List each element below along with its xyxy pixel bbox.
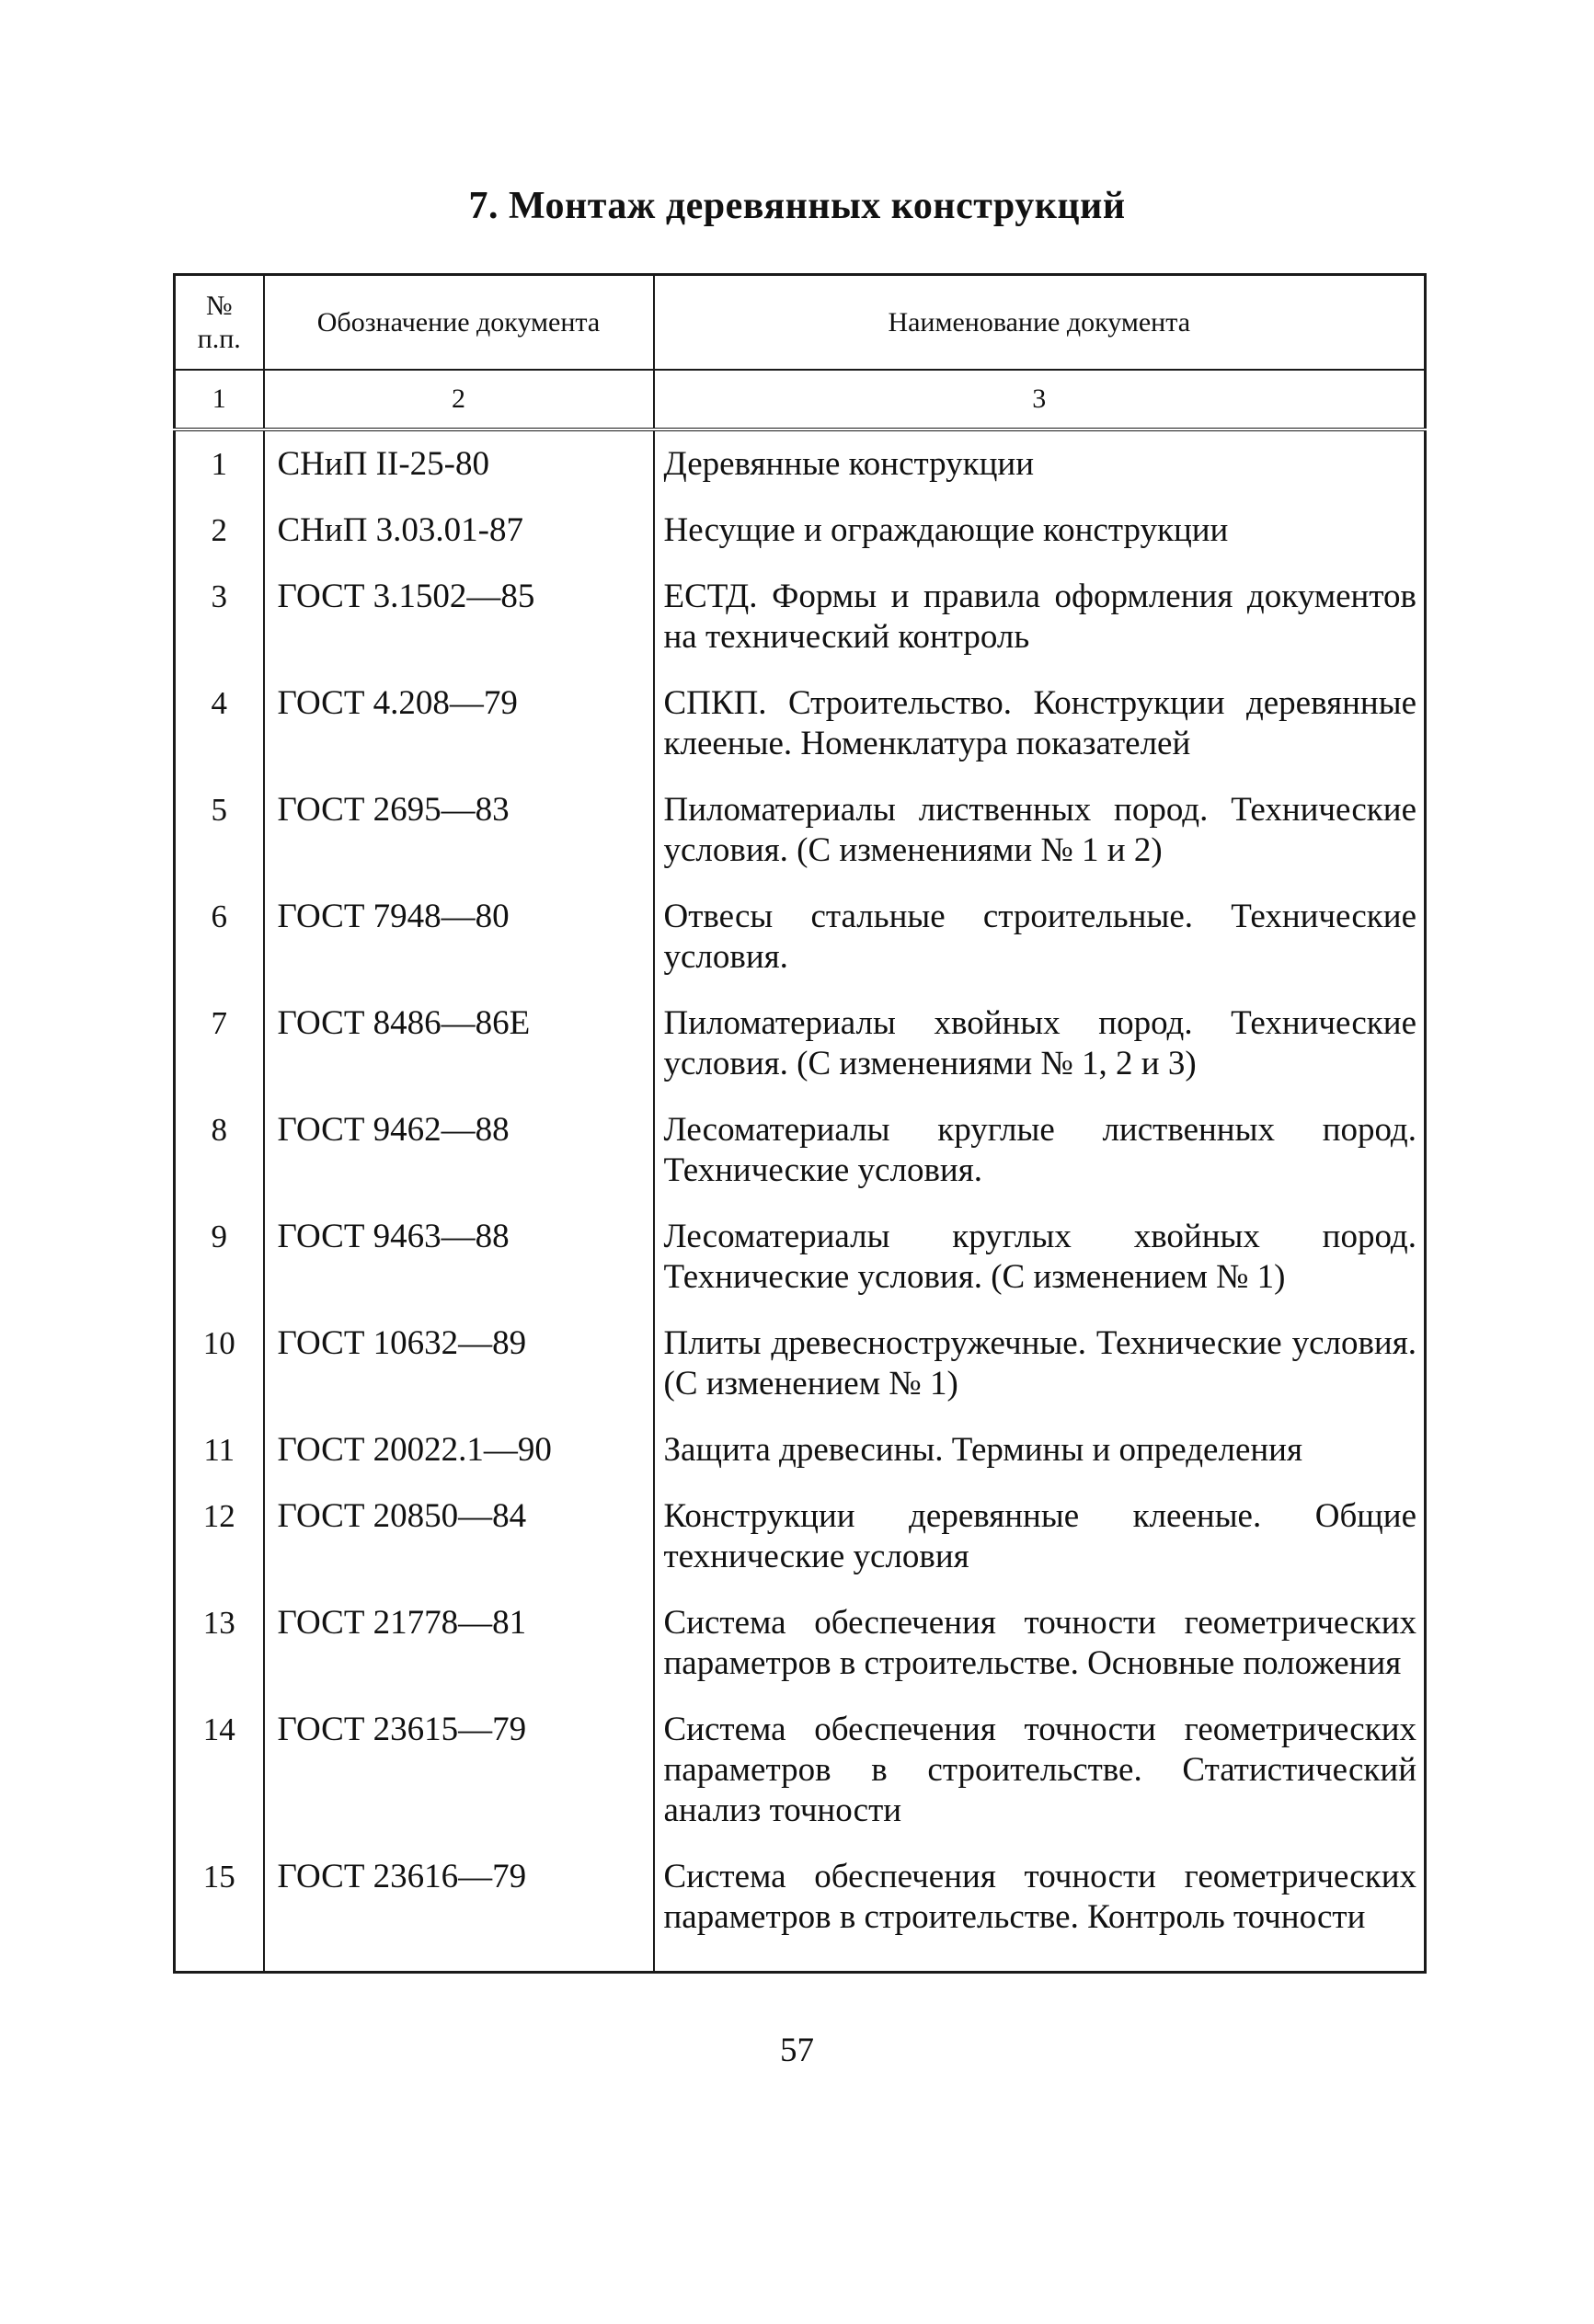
row-number: 14: [175, 1700, 264, 1848]
document-name: СПКП. Строительство. Конструкции деревянные клееные. Номенклатура показателей: [654, 674, 1426, 781]
document-name: Пиломатериалы лиственных пород. Технические условия. (С изменениями № 1 и 2): [654, 781, 1426, 887]
document-code: ГОСТ 20850—84: [264, 1487, 654, 1594]
document-name: Лесоматериалы круглых хвойных пород. Технические условия. (С изменением № 1): [654, 1208, 1426, 1314]
column-number: 1: [175, 370, 264, 429]
document-code: ГОСТ 23616—79: [264, 1848, 654, 1954]
header-item-number: № п.п.: [175, 275, 264, 371]
document-code: ГОСТ 23615—79: [264, 1700, 654, 1848]
table-row: [175, 887, 1426, 994]
document-name: Несущие и ограждающие конструкции: [654, 501, 1426, 567]
row-number: 7: [175, 994, 264, 1101]
document-code: ГОСТ 20022.1—90: [264, 1421, 654, 1487]
document-name: Система обеспечения точности геометрических параметров в строительстве. Основные положения: [654, 1594, 1426, 1700]
document-name: Конструкции деревянные клееные. Общие технические условия: [654, 1487, 1426, 1594]
document-code: ГОСТ 7948—80: [264, 887, 654, 994]
table-body: [175, 429, 1426, 1973]
document-code: ГОСТ 9463—88: [264, 1208, 654, 1314]
document-name: Система обеспечения точности геометрических параметров в строительстве. Контроль точности: [654, 1848, 1426, 1954]
row-number: 13: [175, 1594, 264, 1700]
document-code: ГОСТ 21778—81: [264, 1594, 654, 1700]
table-row: [175, 1208, 1426, 1314]
document-code: СНиП II-25-80: [264, 429, 654, 501]
row-number: 3: [175, 567, 264, 674]
table-row: [175, 501, 1426, 567]
documents-table: [173, 273, 1427, 1974]
table-row: [175, 567, 1426, 674]
row-number: 1: [175, 429, 264, 501]
document-code: ГОСТ 8486—86Е: [264, 994, 654, 1101]
table-row: [175, 781, 1426, 887]
column-number: 2: [264, 370, 654, 429]
page-title: 7. Монтаж деревянных конструкций: [468, 185, 1126, 227]
document-name: Лесоматериалы круглые лиственных пород. Технические условия.: [654, 1101, 1426, 1208]
table-row: [175, 1487, 1426, 1594]
row-number: 12: [175, 1487, 264, 1594]
filler-cell: [654, 1954, 1426, 1973]
document-code: ГОСТ 10632—89: [264, 1314, 654, 1421]
table-row: [175, 1421, 1426, 1487]
header-document-code: Обозначение документа: [264, 275, 654, 371]
table-row: [175, 674, 1426, 781]
document-name: Плиты древесностружечные. Технические условия. (С изменением № 1): [654, 1314, 1426, 1421]
document-name: Деревянные конструкции: [654, 429, 1426, 501]
table-header-row: [175, 275, 1426, 371]
row-number: 2: [175, 501, 264, 567]
row-number: 8: [175, 1101, 264, 1208]
document-name: Пиломатериалы хвойных пород. Технические условия. (С изменениями № 1, 2 и 3): [654, 994, 1426, 1101]
header-document-name: Наименование документа: [654, 275, 1426, 371]
column-number-row: [175, 370, 1426, 429]
filler-cell: [264, 1954, 654, 1973]
table-row: [175, 994, 1426, 1101]
row-number: 10: [175, 1314, 264, 1421]
row-number: 9: [175, 1208, 264, 1314]
table-row: [175, 1594, 1426, 1700]
document-code: ГОСТ 4.208—79: [264, 674, 654, 781]
table-row: [175, 1314, 1426, 1421]
document-name: ЕСТД. Формы и правила оформления документов на технический контроль: [654, 567, 1426, 674]
document-code: ГОСТ 2695—83: [264, 781, 654, 887]
document-name: Защита древесины. Термины и определения: [654, 1421, 1426, 1487]
table-row: [175, 1101, 1426, 1208]
row-number: 5: [175, 781, 264, 887]
document-code: ГОСТ 3.1502—85: [264, 567, 654, 674]
row-number: 6: [175, 887, 264, 994]
document-name: Система обеспечения точности геометрических параметров в строительстве. Статистический анализ точности: [654, 1700, 1426, 1848]
page-number: 57: [780, 2032, 814, 2069]
table-filler-row: [175, 1954, 1426, 1973]
document-code: ГОСТ 9462—88: [264, 1101, 654, 1208]
document-name: Отвесы стальные строительные. Технические условия.: [654, 887, 1426, 994]
row-number: 11: [175, 1421, 264, 1487]
column-number: 3: [654, 370, 1426, 429]
table-row: [175, 1700, 1426, 1848]
filler-cell: [175, 1954, 264, 1973]
table-row: [175, 1848, 1426, 1954]
table-row: [175, 429, 1426, 501]
document-code: СНиП 3.03.01-87: [264, 501, 654, 567]
row-number: 15: [175, 1848, 264, 1954]
row-number: 4: [175, 674, 264, 781]
